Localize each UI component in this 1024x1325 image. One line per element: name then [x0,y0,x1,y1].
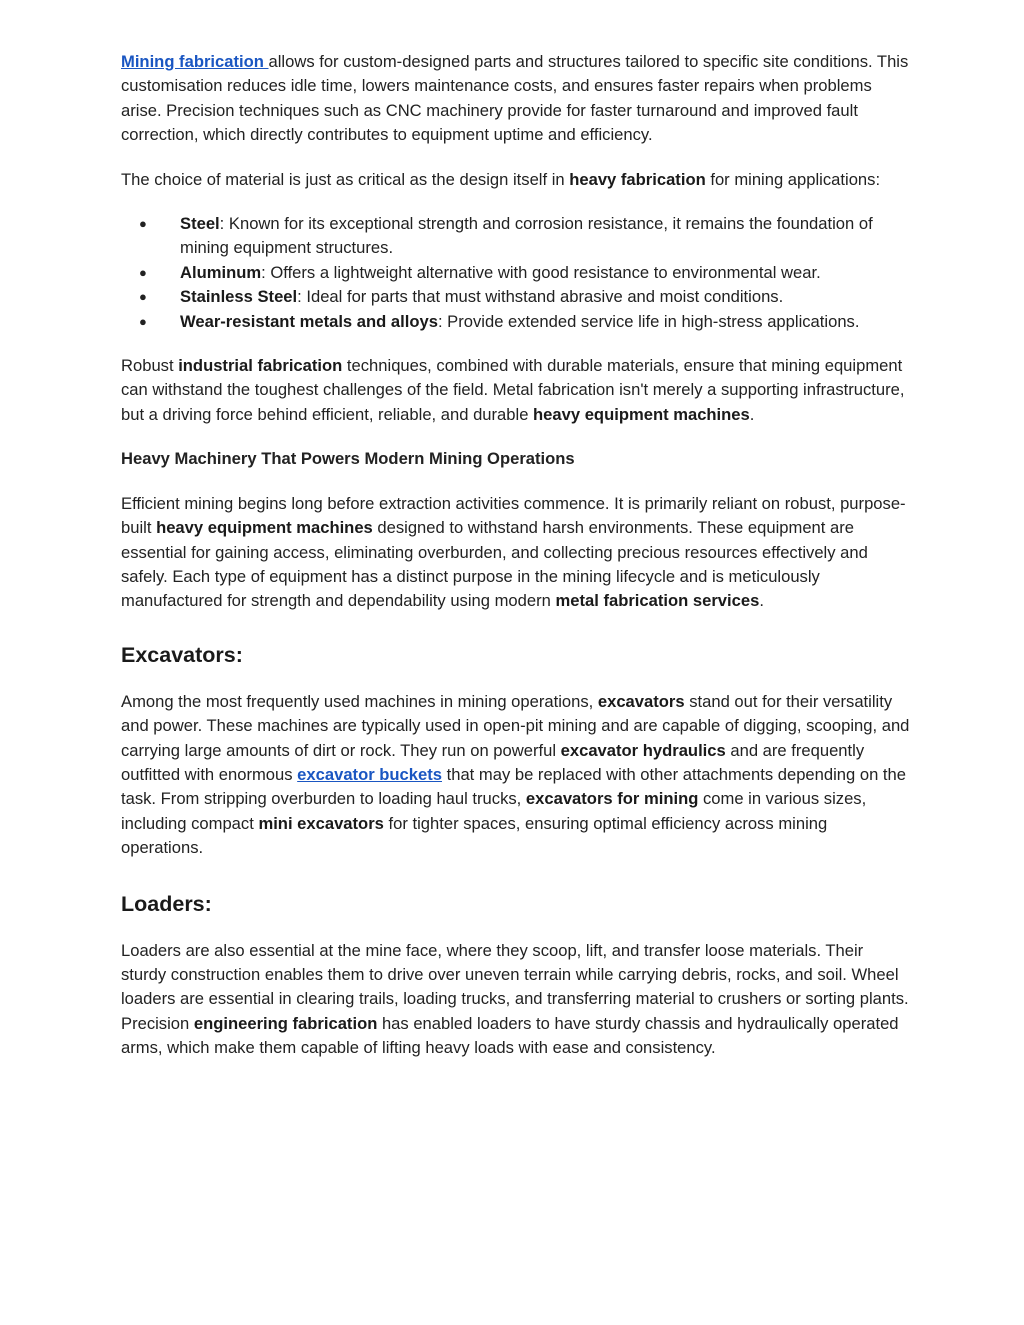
excavators-bold-1: excavators [597,691,685,711]
loaders-bold-1: engineering fabrication [193,1013,378,1033]
materials-list [121,212,911,334]
material-desc: : Offers a lightweight alternative with good resistance to environmental wear. [261,262,821,282]
loaders-text-1: Loaders are also essential at the mine face, where they scoop, lift, and transfer loose materials. Their sturdy construction enables them to drive over uneven terrain while carrying debris, rocks, and soil. Wheel loaders are essential in clearing trails, loading trucks, and transferring material to crushers or sorting plants. Precision [121,940,909,1033]
excavators-bold-2: excavator hydraulics [560,740,726,760]
document-page [121,50,911,1061]
loaders-paragraph [121,939,911,1061]
excavators-text-2: stand out for their versatility and power. These machines are typically used in open-pit mining and are capable of digging, scooping, and carrying large amounts of dirt or rock. They run on powerful [121,691,910,760]
intro-text: allows for custom-designed parts and structures tailored to specific site conditions. This customisation reduces idle time, lowers maintenance costs, and ensures faster repairs when problems arise. Precision techniques such as CNC machinery provide for faster turnaround and improved fault correction, which directly contributes to equipment uptime and efficiency. [121,52,909,145]
excavators-heading: Excavators: [121,642,243,667]
robust-text-2: techniques, combined with durable materials, ensure that mining equipment can withstand the toughest challenges of the field. Metal fabrication isn't merely a supporting infrastructure, but a driving force behind efficient, reliable, and durable [121,356,905,424]
efficient-bold-2: metal fabrication services [555,591,760,611]
efficient-text-1: Efficient mining begins long before extraction activities commence. It is primarily reliant on robust, purpose-built [121,493,906,538]
excavators-bold-3: excavators for mining [525,789,699,809]
material-name: Wear-resistant metals and alloys [180,311,438,331]
list-item [121,285,911,309]
excavators-text-3: and are frequently outfitted with enormous [121,740,865,784]
material-name: Stainless Steel [180,287,298,307]
material-desc: : Provide extended service life in high-stress applications. [437,311,860,331]
efficient-text-2: designed to withstand harsh environments. These equipment are essential for gaining access, eliminating overburden, and collecting precious resources effectively and safely. Each type of equipment has a distinct purpose in the mining lifecycle and is meticulously manufactured for strength and dependability using modern [121,518,868,611]
material-desc: : Known for its exceptional strength and corrosion resistance, it remains the foundation of mining equipment structures. [180,214,873,258]
bullet-icon: ● [139,216,147,232]
materials-intro-text-2: for mining applications: [705,169,881,189]
bullet-icon: ● [139,264,147,280]
robust-paragraph [121,354,911,427]
list-item [121,310,911,334]
robust-bold-2: heavy equipment machines [533,404,750,424]
material-desc: : Ideal for parts that must withstand abrasive and moist conditions. [297,287,784,307]
excavators-text-1: Among the most frequently used machines in mining operations, [121,691,598,711]
robust-text-3: . [749,404,755,424]
robust-bold-1: industrial fabrication [178,356,343,376]
material-name: Aluminum [180,262,262,282]
materials-intro-text-1: The choice of material is just as critical as the design itself in [121,169,570,189]
bullet-icon: ● [139,289,147,305]
excavators-paragraph [121,690,911,861]
efficient-text-3: . [759,591,764,611]
subheading: Heavy Machinery That Powers Modern Mining Operations [121,449,575,469]
excavators-text-4: that may be replaced with other attachments depending on the task. From stripping overburden to loading haul trucks, [121,764,907,809]
robust-text-1: Robust [121,356,179,376]
materials-intro-bold: heavy fabrication [569,169,706,189]
excavators-text-5: come in various sizes, including compact [121,789,867,833]
excavator-buckets-link[interactable]: excavator buckets [297,764,442,784]
excavators-bold-4: mini excavators [258,813,384,833]
efficient-paragraph [121,492,911,614]
list-item [121,261,911,285]
excavators-text-6: for tighter spaces, ensuring optimal efficiency across mining operations. [121,813,828,858]
loaders-text-2: has enabled loaders to have sturdy chassis and hydraulically operated arms, which make them capable of lifting heavy loads with ease and consistency. [121,1013,899,1058]
materials-intro-paragraph [121,168,911,192]
efficient-bold-1: heavy equipment machines [156,518,373,538]
loaders-heading: Loaders: [121,891,212,916]
bullet-icon: ● [139,313,147,329]
material-name: Steel [180,214,220,234]
mining-fabrication-link[interactable]: Mining fabrication [121,52,269,71]
list-item [121,212,911,261]
intro-paragraph [121,50,911,148]
